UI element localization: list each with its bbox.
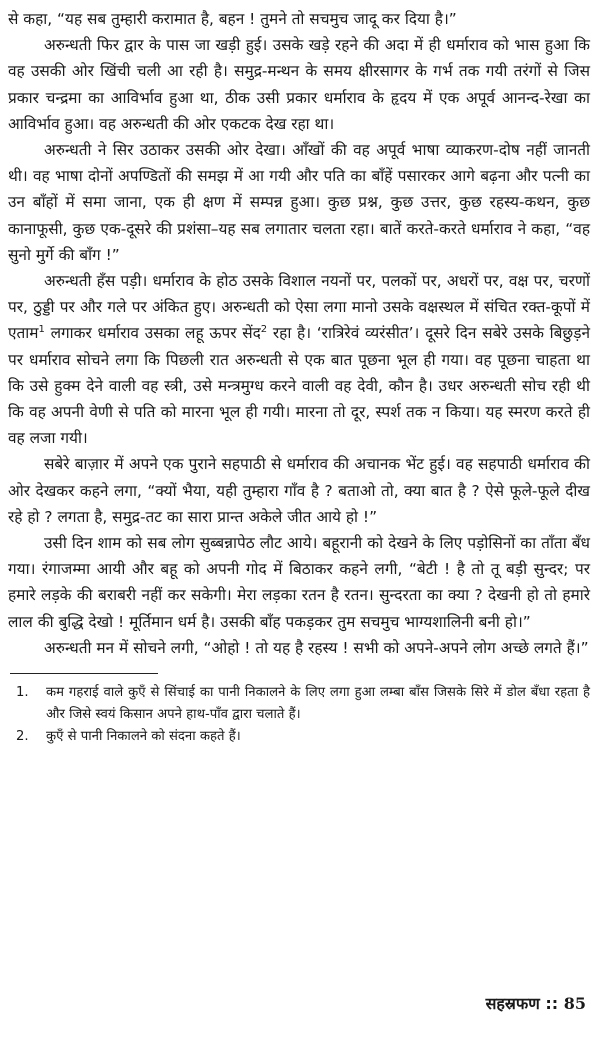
- footnote-ref-2: 2: [260, 324, 268, 336]
- page-number: 85: [563, 994, 586, 1013]
- paragraph-4-part-2: लगाकर धर्माराव उसका लहू ऊपर सेंद: [44, 324, 261, 343]
- paragraph-4: [8, 268, 590, 451]
- paragraph-3: अरुन्धती ने सिर उठाकर उसकी ओर देखा। आँखों की वह अपूर्व भाषा व्याकरण-दोष नहीं जानती थी। वह भाषा दोनों अपण्डितों की समझ में आ गयी और पति का बाँहें पसारकर आगे बढ़ना और पत्नी का उन बाँहों में समा जाना, एक ही क्षण में सम्पन्न हुआ। कुछ प्रश्न, कुछ उत्तर, कुछ रहस्य-कथन, कुछ कानाफूसी, कुछ एक-दूसरे की प्रशंसा–यह सब लगातार चलता रहा। बातें करते-करते धर्माराव ने कहा, “वह सुनो मुर्गे की बाँग !”: [8, 141, 590, 264]
- footnote-ref-1: 1: [38, 324, 45, 336]
- paragraph-4-part-3: रहा है। ‘रात्रिरेवं व्यरंसीत’। दूसरे दिन सबेरे उसके बिछुड़ने पर धर्माराव सोचने लगा कि पिछली रात अरुन्धती से एक बात पूछना भूल ही गया। वह पूछना चाहता था कि उसे हुक्म देने वाली वह स्त्री, उसे मन्त्रमुग्ध करने वाली वह देवी, कौन है। उधर अरुन्धती सोच रही थी कि वह अपनी वेणी से पति को मारना भूल ही गयी। मारना तो दूर, स्पर्श तक न किया। यह स्मरण करते ही वह लजा गयी।: [8, 324, 590, 448]
- folio-separator: ::: [545, 994, 559, 1013]
- page-footer: [486, 992, 586, 1014]
- footnote-number: 2.: [16, 729, 29, 745]
- paragraph-7: अरुन्धती मन में सोचने लगी, “ओहो ! तो यह है रहस्य ! सभी को अपने-अपने लोग अच्छे लगते हैं।”: [44, 638, 589, 657]
- footnote-2: [8, 726, 590, 748]
- body-text: [8, 6, 590, 661]
- book-title: सहस्रफण: [485, 994, 540, 1013]
- paragraph-1: से कहा, “यह सब तुम्हारी करामात है, बहन ! तुमने तो सचमुच जादू कर दिया है।”: [8, 10, 457, 28]
- paragraph-4-part-1: अरुन्धती हँस पड़ी। धर्माराव के होठ उसके विशाल नयनों पर, पलकों पर, अधरों पर, वक्ष पर, चरणों पर, ठुड्डी पर और गले पर अंकित हुए। अरुन्धती को ऐसा लगा मानो उसके वक्षस्थल में संचित रक्त-कूपों में एताम: [8, 272, 590, 343]
- footnotes: [8, 682, 590, 748]
- footnote-divider: [10, 673, 158, 674]
- footnote-number: 1.: [16, 685, 29, 701]
- paragraph-6: उसी दिन शाम को सब लोग सुब्बन्नापेठ लौट आये। बहूरानी को देखने के लिए पड़ोसिनों का ताँता बँध गया। रंगाजम्मा आयी और बहू को अपनी गोद में बिठाकर कहने लगी, “बेटी ! है तो तू बड़ी सुन्दर; पर हमारे लड़के की बराबरी नहीं कर सकेगी। मेरा लड़का रतन है रतन। सुन्दरता का क्या ? देखनी हो तो हमारे लाल की बुद्धि देखो ! मूर्तिमान धर्म है। उसकी बाँह पकड़कर तुम सचमुच भाग्यशालिनी बनी हो।”: [8, 534, 590, 631]
- footnote-text: कुएँ से पानी निकालने को संदना कहते हैं।: [46, 729, 241, 745]
- paragraph-5: सबेरे बाज़ार में अपने एक पुराने सहपाठी से धर्माराव की अचानक भेंट हुई। वह सहपाठी धर्माराव की ओर देखकर कहने लगा, “क्यों भैया, यही तुम्हारा गाँव है ? बताओ तो, क्या बात है ? ऐसे फूले-फूले दीख रहे हो ? लगता है, समुद्र-तट का सारा प्रान्त अकेले जीत आये हो !”: [8, 455, 590, 526]
- footnote-text: कम गहराई वाले कुएँ से सिंचाई का पानी निकालने के लिए लगा हुआ लम्बा बाँस जिसके सिरे में डोल बँधा रहता है और जिसे स्वयं किसान अपने हाथ-पाँव द्वारा चलाते हैं।: [46, 685, 590, 723]
- footnote-1: [8, 682, 590, 726]
- paragraph-2: अरुन्धती फिर द्वार के पास जा खड़ी हुई। उसके खड़े रहने की अदा में ही धर्माराव को भास हुआ कि वह उसकी ओर खिंची चली आ रही है। समुद्र-मन्थन के समय क्षीरसागर के गर्भ तक गयी तरंगों से जिस प्रकार चन्द्रमा का आविर्भाव हुआ था, ठीक उसी प्रकार धर्माराव के हृदय में एक अपूर्व आनन्द-रेखा का आविर्भाव हुआ। वह अरुन्धती की ओर एकटक देख रहा था।: [8, 36, 590, 133]
